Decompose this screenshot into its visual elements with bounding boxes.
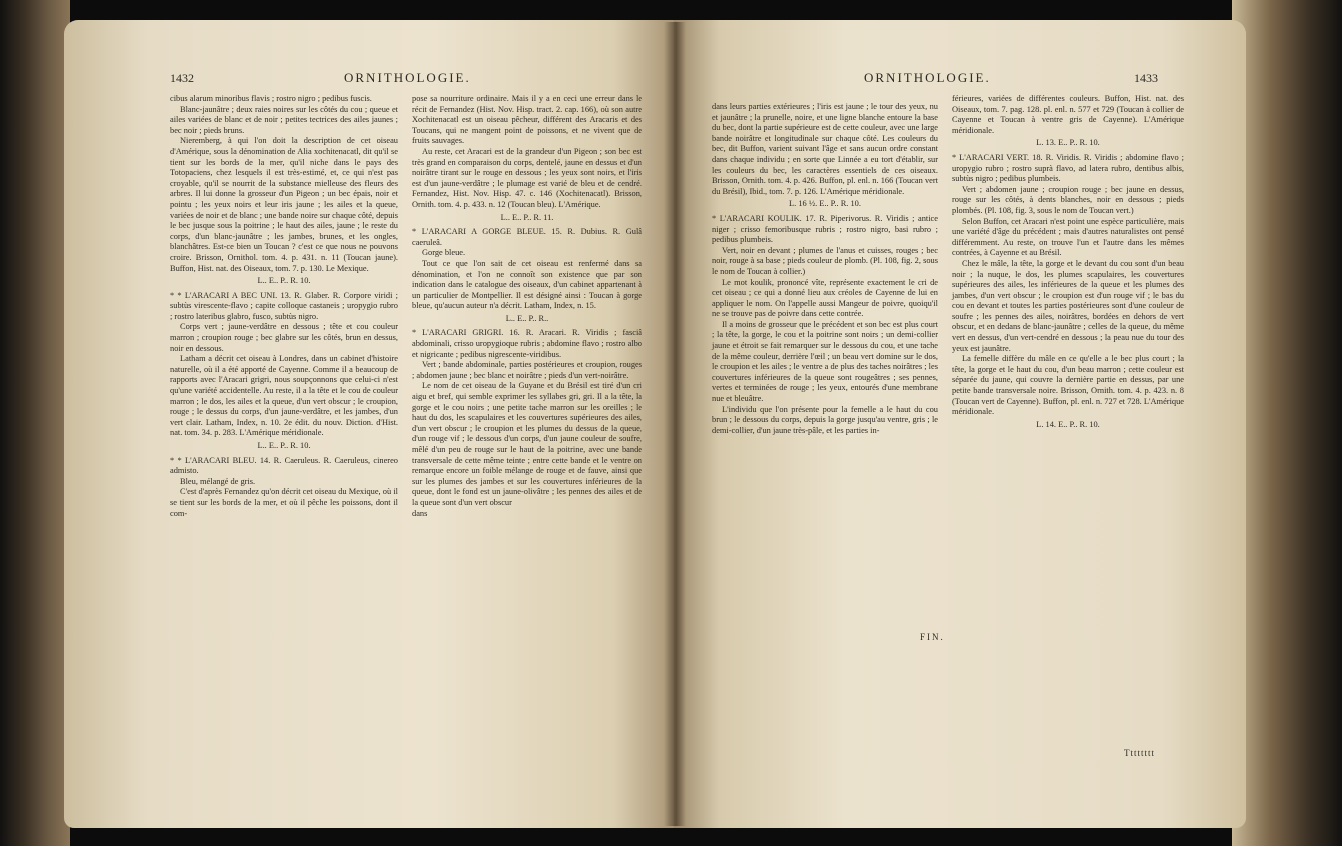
paragraph: Selon Buffon, cet Aracari n'est point une espèce particulière, mais une variété d'âge du précédent ; mais d'autres naturalistes ont pensé différemment. Au reste, on trouve l'un et l'autre dans les mêmes contrées, à Cayenne et au Brésil. (952, 216, 1184, 258)
paragraph: férieures, variées de différentes couleurs. Buffon, Hist. nat. des Oiseaux, tom. 7. pag. 128. pl. enl. n. 577 et 729 (Toucan à collier de Cayenne et Toucan à ventre gris de Cayenne). L'Amérique méridionale. (952, 94, 1184, 135)
paragraph: C'est d'après Fernandez qu'on décrit cet oiseau du Mexique, où il se tient sur les bords de la mer, et où il pêche les poissons, dont il com- (170, 487, 398, 518)
paragraph: Gorge bleue. (422, 248, 466, 258)
entry-heading: * L'ARACARI VERT. 18. R. Viridis. R. Viridis ; abdomine flavo ; uropygio rubro ; rostro suprà flavo, ad latera rubro, dentibus albis, subtùs nigro ; pedibus plumbeis. (952, 152, 1184, 184)
measurement-line: L.. E.. P.. R. 10. (257, 276, 311, 286)
right-column-1 (712, 102, 938, 436)
measurement-line: L.. E.. P.. R. 11. (500, 212, 554, 222)
paragraph: Le mot koulik, prononcé vîte, représente exactement le cri de cet oiseau ; ce qui a donné lieu aux créoles de Cayenne de lui en appliquer le nom. On l'appelle aussi Mangeur de poivre, quoiqu'il ne se trouve pas de poivre dans cette contrée. (712, 277, 938, 319)
paragraph: Vert ; bande abdominale, parties postérieures et croupion, rouges ; abdomen jaune ; bec blanc et noirâtre ; pieds d'un vert-noirâtre. (412, 360, 642, 380)
book-gutter (664, 22, 686, 826)
paragraph: Corps vert ; jaune-verdâtre en dessous ; tête et cou couleur marron ; croupion rouge ; bec glabre sur les côtés, brun en dessus, noir en dessous. (170, 322, 398, 353)
left-column-1 (170, 94, 398, 519)
paragraph: Latham a décrit cet oiseau à Londres, dans un cabinet d'histoire naturelle, où il a été apporté de Cayenne. Comme il a beaucoup de rapports avec l'Aracari grigri, nous soupçonnons que celui-ci n'est qu'une variété accidentelle. Au reste, il a la tête et le cou de couleur marron ; le dos, les ailes et la queue, d'un vert obscur ; le croupion, rouge ; le dessus du corps, d'un jaune-verdâtre, et les jambes, d'un vert clair. Latham, Index, n. 10. 2e édit. du nouv. Diction. d'Hist. nat. tom. 34. p. 283. L'Amérique méridionale. (170, 354, 398, 438)
paragraph: Chez le mâle, la tête, la gorge et le devant du cou sont d'un beau noir ; la nuque, le dos, les plumes scapulaires, les couvertures supérieures des ailes, les inférieures de la queue et les plumes des jambes, d'un vert obscur ; le croupion est d'un rouge vif ; le bas du cou en devant et toutes les parties postérieures sont d'une couleur de soufre ; les pennes des ailes, noirâtres, bordées en dehors de vert obscur, et en dedans de blanc-jaunâtre ; celles de la queue, du même vert en dessus, d'un vert-cendré en dessous ; la peau nue du tour des yeux est jaunâtre. (952, 258, 1184, 353)
right-running-title: ORNITHOLOGIE. (864, 70, 991, 85)
left-running-title: ORNITHOLOGIE. (344, 70, 471, 85)
left-page (64, 20, 674, 828)
right-page (674, 20, 1246, 828)
paragraph: pose sa nourriture ordinaire. Mais il y a en ceci une erreur dans le récit de Fernandez (Hist. Nov. Hisp. tract. 2. cap. 166), où son autre Xochitenacatl est un oiseau pêcheur, différent des Aracaris et des Toucans, qui ne mangent point de poissons, et ne vivent que de fruits sauvages. (412, 94, 642, 146)
measurement-line: L.. E.. P.. R. 10. (257, 441, 311, 450)
left-column-2 (412, 94, 642, 519)
measurement-line: L. 14. E.. P.. R. 10. (1036, 419, 1100, 429)
fin-mark: FIN. (920, 632, 945, 642)
paragraph: Il a moins de grosseur que le précédent et son bec est plus court ; la tête, la gorge, le cou et la poitrine sont noirs ; un demi-collier jaune et étroit se fait remarquer sur le dessous du cou, et une tache de la même couleur, derrière l'œil ; un beau vert domine sur le dos, le croupion et les ailes ; le ventre a de plus des taches noirâtres ; les couvertures inférieures de la queue sont rougeâtres ; ses pennes, vertes et terminées de rouge ; les yeux, entourés d'une membrane nue et bleuâtre. (712, 319, 938, 404)
measurement-line: L. 16 ½. E.. P.. R. 10. (789, 199, 861, 209)
paragraph: Blanc-jaunâtre ; deux raies noires sur les côtés du cou ; queue et ailes variées de blanc et de noir ; petites tectrices des ailes jaunes ; bec noir ; pieds bruns. (170, 104, 398, 135)
entry-heading: * * L'ARACARI A BEC UNI. 13. R. Glaber. R. Corpore viridi ; subtùs virescente-flavo ; capite colloque castaneis ; uropygio rubro ; rostro lateribus glabro, fusco, subtùs nigro. (170, 290, 398, 321)
signature-mark: Tttttttt (1124, 748, 1156, 758)
left-page-number: 1432 (170, 71, 194, 85)
measurement-line: L. 13. E.. P.. R. 10. (1036, 138, 1100, 148)
paragraph: Tout ce que l'on sait de cet oiseau est renfermé dans sa dénomination, et l'on ne connoît son existence que par son indication dans le catalogue des oiseaux, d'un cabinet appartenant à un particulier de Montpellier. Il est désigné ainsi : Toucan à gorge bleue, qu'aucun auteur n'a décrit. Latham, Index, n. 15. (412, 258, 642, 311)
paragraph: dans (412, 508, 428, 518)
book-edge-right (1232, 0, 1342, 846)
entry-heading: * L'ARACARI A GORGE BLEUE. 15. R. Dubius. R. Gulâ caeruleâ. (412, 227, 642, 247)
paragraph: L'individu que l'on présente pour la femelle a le haut du cou brun ; le dessous du corps, depuis la gorge jusqu'au ventre, gris ; le demi-collier, d'un jaune très-pâle, et les parties in- (712, 404, 938, 435)
measurement-line: L.. E.. P.. R.. (505, 313, 549, 323)
entry-heading: * L'ARACARI KOULIK. 17. R. Piperivorus. R. Viridis ; antice niger ; crisso femoribusque rubris ; rostro nigro, basi rubro ; pedibus plumbeis. (712, 213, 938, 245)
paragraph: dans leurs parties extérieures ; l'iris est jaune ; le tour des yeux, nu et jaunâtre ; la prunelle, noire, et une ligne blanche entoure la base du bec, dont la partie supérieure est de cette couleur, avec une large bande noirâtre et longitudinale sur chaque côté. Les couleurs du bec, dit Buffon, varient suivant l'âge et sans aucun ordre constant dans chaque individu ; en sorte que Linnée a eu tort d'établir, sur les couleurs du bec, les caractères essentiels de ces oiseaux. Brisson, Ornith. tom. 4. p. 426. Buffon, pl. enl. n. 166 (Toucan vert du Brésil), Ibid., tom. 7. p. 126. L'Amérique méridionale. (712, 102, 938, 196)
paragraph: cibus alarum minoribus flavis ; rostro nigro ; pedibus fuscis. (170, 94, 372, 103)
paragraph: Au reste, cet Aracari est de la grandeur d'un Pigeon ; son bec est très grand en comparaison du corps, dentelé, jaune en dessus et d'un noirâtre tirant sur le rouge en dessous ; les yeux sont noirs, et l'iris est d'un jaune-verdâtre ; le plumage est varié de bleu et de cendré. Fernandez, Hist. Nov. Hisp. 47. c. 146 (Xochitenacatl). Brisson, Ornith. tom. 4. p. 433. n. 12 (Toucan bleu). L'Amérique. (412, 146, 642, 209)
paragraph: La femelle diffère du mâle en ce qu'elle a le bec plus court ; la tête, la gorge et le haut du cou, d'un beau marron ; cette couleur est séparée du jaune, qui couvre la dernière partie en dessus, par une petite bande transversale noire. Brisson, Ornith. tom. 4. p. 423. n. 8 (Toucan vert de Cayenne). Buffon, pl. enl. n. 727 et 728. L'Amérique méridionale. (952, 354, 1184, 417)
paragraph: Le nom de cet oiseau de la Guyane et du Brésil est tiré d'un cri aigu et bref, qui semble exprimer les syllabes gri, gri. Il a la tête, la gorge et le cou noirs ; une petite tache marron sur les oreilles ; le haut du dos, les scapulaires et les couvertures supérieures des ailes, d'un vert obscur ; le croupion et les plumes du dessus de la queue, d'un rouge vif ; le dessous d'un corps, d'un jaune couleur de soufre, mêlé d'un peu de rouge sur le haut de la poitrine, avec une bande transversale de cette même teinte ; entre cette bande et le ventre on remarque encore un foible mélange de rouge et de fauve, ainsi que sur les plumes des jambes et sur les couvertures inférieures de la queue, dont le fond est un jaune-olivâtre ; les pennes des ailes et de la queue sont d'un vert obscur (412, 381, 642, 507)
right-page-number: 1433 (1134, 71, 1158, 85)
paragraph: Bleu, mélangé de gris. (180, 476, 256, 486)
right-column-2 (952, 94, 1184, 432)
paragraph: Vert ; abdomen jaune ; croupion rouge ; bec jaune en dessus, rouge sur les côtés, à dents blanches, noir en dessous ; pieds plombés. (Pl. 108, fig. 3, sous le nom de Toucan vert.) (952, 184, 1184, 215)
entry-heading: * L'ARACARI GRIGRI. 16. R. Aracari. R. Viridis ; fasciâ abdominali, crisso uropygioque rubris ; abdomine flavo ; rostro albo et nigricante ; pedibus nigrescente-viridibus. (412, 328, 642, 359)
paragraph: Nieremberg, à qui l'on doit la description de cet oiseau d'Amérique, sous la dénomination de Alia xochitenacatl, dit qu'il se tient sur les bords de la mer, qu'il niche dans le pays des Totopaciens, chez lesquels il est très-estimé, et, ce qui n'est pas croyable, qu'il se nourrit de la substance mielleuse des fleurs des arbres. Il lui donne la grosseur d'un Pigeon ; un bec épais, noir et pointu ; les yeux noirs et leur iris jaune ; les ailes et la queue, variées de noir et de blanc ; une bande noire sur chaque côté, depuis le bec jusque sous la poitrine ; le haut des ailes, jaune ; le reste du corps, d'un blanc-jaunâtre ; les jambes, brunes, et les ongles, blanchâtres. Est-ce bien un Toucan ? c'est ce que nous ne pouvons croire. Brisson, Ornithol. tom. 4. p. 431. n. 11 (Toucan jaune). Buffon, Hist. nat. des Oiseaux, tom. 7. p. 130. Le Mexique. (170, 136, 398, 273)
paragraph: Vert, noir en devant ; plumes de l'anus et cuisses, rouges ; bec noir, rouge à sa base ; pieds couleur de plomb. (Pl. 108, fig. 2, sous le nom de Toucan à collier.) (712, 245, 938, 276)
book-edge-left (0, 0, 70, 846)
entry-heading: * * L'ARACARI BLEU. 14. R. Caeruleus. R. Caeruleus, cinereo admisto. (170, 455, 398, 476)
